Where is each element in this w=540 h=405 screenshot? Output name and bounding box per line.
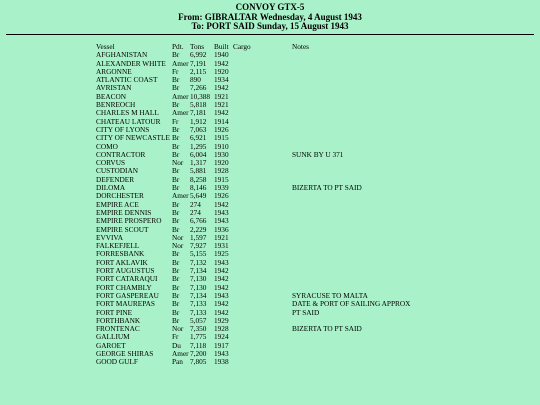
vessel-name: EMPIRE SCOUT xyxy=(96,224,149,234)
vessel-name: FORTHBANK xyxy=(96,315,141,325)
vessel-built: 1942 xyxy=(214,199,229,209)
vessel-name: DORCHESTER xyxy=(96,191,144,201)
vessel-flag: Du xyxy=(172,340,181,350)
vessel-name: EMPIRE ACE xyxy=(96,199,139,209)
vessel-name: CHARLES M HALL xyxy=(96,108,159,118)
vessel-built: 1910 xyxy=(214,141,229,151)
vessel-name: FORT AKLAVIK xyxy=(96,257,148,267)
vessel-name: COMO xyxy=(96,141,118,151)
vessel-flag: Br xyxy=(172,166,180,176)
vessel-built: 1940 xyxy=(214,50,229,60)
vessel-name: GEORGE SHIRAS xyxy=(96,348,154,358)
header-divider xyxy=(6,34,534,35)
vessel-tons: 7,130 xyxy=(190,282,207,292)
vessel-flag: Br xyxy=(172,315,180,325)
vessel-built: 1939 xyxy=(214,183,229,193)
table-row xyxy=(0,84,540,92)
vessel-tons: 890 xyxy=(190,75,201,85)
vessel-name: CORVUS xyxy=(96,158,126,168)
vessel-flag: Br xyxy=(172,83,180,93)
vessel-tons: 2,115 xyxy=(190,66,207,76)
vessel-tons: 8,258 xyxy=(190,174,207,184)
vessel-tons: 274 xyxy=(190,207,201,217)
vessel-notes: BIZERTA TO PT SAID xyxy=(292,324,362,334)
vessel-tons: 5,155 xyxy=(190,249,207,259)
vessel-tons: 274 xyxy=(190,199,201,209)
table-row xyxy=(0,60,540,68)
vessel-tons: 6,992 xyxy=(190,50,207,60)
vessel-tons: 7,132 xyxy=(190,257,207,267)
vessel-flag: Br xyxy=(172,257,180,267)
vessel-tons: 7,133 xyxy=(190,299,207,309)
table-row xyxy=(0,101,540,109)
column-header-tons: Tons xyxy=(190,42,205,51)
vessel-tons: 7,200 xyxy=(190,348,207,358)
vessel-built: 1943 xyxy=(214,216,229,226)
table-row xyxy=(0,259,540,267)
vessel-name: EMPIRE PROSPERO xyxy=(96,216,162,226)
vessel-name: EMPIRE DENNIS xyxy=(96,207,152,217)
vessel-tons: 7,927 xyxy=(190,241,207,251)
vessel-tons: 7,181 xyxy=(190,108,207,118)
vessel-tons: 1,597 xyxy=(190,232,207,242)
vessel-tons: 7,133 xyxy=(190,307,207,317)
vessel-flag: Br xyxy=(172,216,180,226)
vessel-tons: 7,130 xyxy=(190,274,207,284)
vessel-name: FORT MAUREPAS xyxy=(96,299,155,309)
vessel-built: 1942 xyxy=(214,307,229,317)
table-row xyxy=(0,192,540,200)
table-row xyxy=(0,309,540,317)
table-row xyxy=(0,126,540,134)
vessel-built: 1942 xyxy=(214,299,229,309)
vessel-built: 1915 xyxy=(214,174,229,184)
vessel-name: ALEXANDER WHITE xyxy=(96,58,166,68)
vessel-notes: PT SAID xyxy=(292,307,320,317)
vessel-flag: Br xyxy=(172,50,180,60)
table-header-row xyxy=(0,43,540,51)
vessel-built: 1938 xyxy=(214,357,229,367)
vessel-table xyxy=(0,43,540,367)
vessel-built: 1943 xyxy=(214,290,229,300)
vessel-name: CHATEAU LATOUR xyxy=(96,116,161,126)
table-row xyxy=(0,118,540,126)
vessel-built: 1942 xyxy=(214,282,229,292)
table-row xyxy=(0,292,540,300)
vessel-name: ATLANTIC COAST xyxy=(96,75,158,85)
table-row xyxy=(0,109,540,117)
table-row xyxy=(0,325,540,333)
vessel-flag: Br xyxy=(172,124,180,134)
vessel-flag: Br xyxy=(172,149,180,159)
vessel-tons: 7,063 xyxy=(190,124,207,134)
vessel-built: 1928 xyxy=(214,324,229,334)
from-line: From: GIBRALTAR Wednesday, 4 August 1943 xyxy=(178,11,362,22)
vessel-flag: Nor xyxy=(172,324,184,334)
table-row xyxy=(0,76,540,84)
vessel-tons: 6,766 xyxy=(190,216,207,226)
vessel-tons: 7,266 xyxy=(190,83,207,93)
vessel-built: 1936 xyxy=(214,224,229,234)
vessel-name: FORT CATARAQUI xyxy=(96,274,158,284)
to-line: To: PORT SAID Sunday, 15 August 1943 xyxy=(191,21,349,31)
vessel-flag: Br xyxy=(172,133,180,143)
vessel-built: 1942 xyxy=(214,274,229,284)
vessel-built: 1920 xyxy=(214,158,229,168)
vessel-built: 1921 xyxy=(214,91,229,101)
table-row xyxy=(0,300,540,308)
table-row xyxy=(0,201,540,209)
vessel-name: FORT CHAMBLY xyxy=(96,282,152,292)
table-row xyxy=(0,217,540,225)
vessel-tons: 7,134 xyxy=(190,266,207,276)
vessel-built: 1929 xyxy=(214,315,229,325)
vessel-name: ARGONNE xyxy=(96,66,132,76)
page-header xyxy=(0,0,540,32)
vessel-name: FORT GASPEREAU xyxy=(96,290,159,300)
vessel-flag: Amer xyxy=(172,191,189,201)
vessel-built: 1917 xyxy=(214,340,229,350)
vessel-notes: DATE & PORT OF SAILING APPROX xyxy=(292,299,411,309)
vessel-flag: Br xyxy=(172,249,180,259)
vessel-built: 1920 xyxy=(214,66,229,76)
vessel-flag: Br xyxy=(172,199,180,209)
table-row xyxy=(0,184,540,192)
vessel-flag: Br xyxy=(172,307,180,317)
vessel-built: 1914 xyxy=(214,116,229,126)
table-row xyxy=(0,167,540,175)
table-row xyxy=(0,209,540,217)
vessel-built: 1942 xyxy=(214,108,229,118)
vessel-name: GOOD GULF xyxy=(96,357,138,367)
vessel-name: DEFENDER xyxy=(96,174,135,184)
vessel-built: 1942 xyxy=(214,58,229,68)
table-row xyxy=(0,134,540,142)
vessel-name: CITY OF NEWCASTLE xyxy=(96,133,170,143)
table-row xyxy=(0,250,540,258)
vessel-built: 1943 xyxy=(214,257,229,267)
table-row xyxy=(0,342,540,350)
vessel-flag: Br xyxy=(172,207,180,217)
table-row xyxy=(0,226,540,234)
vessel-built: 1942 xyxy=(214,83,229,93)
vessel-tons: 6,004 xyxy=(190,149,207,159)
vessel-flag: Br xyxy=(172,282,180,292)
vessel-name: FORRESBANK xyxy=(96,249,145,259)
vessel-name: BEACON xyxy=(96,91,126,101)
vessel-tons: 2,229 xyxy=(190,224,207,234)
vessel-name: CUSTODIAN xyxy=(96,166,139,176)
vessel-flag: Br xyxy=(172,274,180,284)
vessel-built: 1921 xyxy=(214,100,229,110)
vessel-notes: SYRACUSE TO MALTA xyxy=(292,290,368,300)
vessel-built: 1926 xyxy=(214,191,229,201)
vessel-flag: Br xyxy=(172,299,180,309)
vessel-tons: 7,805 xyxy=(190,357,207,367)
vessel-built: 1921 xyxy=(214,232,229,242)
vessel-name: AVRISTAN xyxy=(96,83,132,93)
vessel-tons: 7,134 xyxy=(190,290,207,300)
table-row xyxy=(0,143,540,151)
vessel-flag: Br xyxy=(172,290,180,300)
vessel-flag: Br xyxy=(172,100,180,110)
vessel-tons: 5,881 xyxy=(190,166,207,176)
vessel-flag: Fr xyxy=(172,332,179,342)
vessel-built: 1925 xyxy=(214,249,229,259)
vessel-built: 1924 xyxy=(214,332,229,342)
vessel-tons: 1,317 xyxy=(190,158,207,168)
vessel-built: 1934 xyxy=(214,75,229,85)
vessel-name: CONTRACTOR xyxy=(96,149,146,159)
table-row xyxy=(0,267,540,275)
vessel-built: 1928 xyxy=(214,166,229,176)
vessel-tons: 7,350 xyxy=(190,324,207,334)
vessel-flag: Fr xyxy=(172,66,179,76)
table-body xyxy=(0,51,540,366)
vessel-name: EVVIVA xyxy=(96,232,124,242)
vessel-built: 1943 xyxy=(214,207,229,217)
vessel-flag: Amer xyxy=(172,91,189,101)
vessel-tons: 6,921 xyxy=(190,133,207,143)
vessel-tons: 8,146 xyxy=(190,183,207,193)
vessel-name: BENREOCH xyxy=(96,100,136,110)
vessel-built: 1942 xyxy=(214,266,229,276)
vessel-notes: BIZERTA TO PT SAID xyxy=(292,183,362,193)
column-header-cargo: Cargo xyxy=(233,42,251,51)
table-row xyxy=(0,317,540,325)
vessel-built: 1931 xyxy=(214,241,229,251)
vessel-flag: Amer xyxy=(172,348,189,358)
table-row xyxy=(0,93,540,101)
vessel-flag: Br xyxy=(172,266,180,276)
column-header-vessel: Vessel xyxy=(96,42,115,51)
vessel-name: CITY OF LYONS xyxy=(96,124,150,134)
column-header-flag: Pdt. xyxy=(172,42,184,51)
vessel-flag: Amer xyxy=(172,108,189,118)
table-row xyxy=(0,358,540,366)
vessel-built: 1930 xyxy=(214,149,229,159)
table-row xyxy=(0,242,540,250)
vessel-name: FORT PINE xyxy=(96,307,133,317)
vessel-name: GALLIUM xyxy=(96,332,130,342)
convoy-title: CONVOY GTX-5 xyxy=(235,2,305,12)
vessel-name: DILOMA xyxy=(96,183,126,193)
table-row xyxy=(0,159,540,167)
vessel-tons: 10,388 xyxy=(190,91,211,101)
table-row xyxy=(0,176,540,184)
vessel-name: GAROET xyxy=(96,340,126,350)
vessel-tons: 5,649 xyxy=(190,191,207,201)
vessel-flag: Br xyxy=(172,224,180,234)
vessel-tons: 7,191 xyxy=(190,58,207,68)
vessel-tons: 7,118 xyxy=(190,340,207,350)
table-row xyxy=(0,151,540,159)
vessel-built: 1943 xyxy=(214,348,229,358)
vessel-tons: 5,057 xyxy=(190,315,207,325)
vessel-notes: SUNK BY U 371 xyxy=(292,149,344,159)
table-row xyxy=(0,51,540,59)
table-row xyxy=(0,275,540,283)
column-header-built: Built xyxy=(214,42,229,51)
vessel-built: 1915 xyxy=(214,133,229,143)
vessel-flag: Pan xyxy=(172,357,183,367)
vessel-tons: 1,775 xyxy=(190,332,207,342)
vessel-flag: Nor xyxy=(172,232,184,242)
table-row xyxy=(0,68,540,76)
vessel-flag: Amer xyxy=(172,58,189,68)
vessel-tons: 1,912 xyxy=(190,116,207,126)
vessel-flag: Br xyxy=(172,75,180,85)
vessel-name: FALKEFJELL xyxy=(96,241,140,251)
vessel-tons: 5,818 xyxy=(190,100,207,110)
vessel-name: FORT AUGUSTUS xyxy=(96,266,155,276)
vessel-built: 1926 xyxy=(214,124,229,134)
table-row xyxy=(0,284,540,292)
column-header-notes: Notes xyxy=(292,42,310,51)
vessel-flag: Br xyxy=(172,174,180,184)
table-row xyxy=(0,234,540,242)
vessel-flag: Nor xyxy=(172,241,184,251)
vessel-name: FRONTENAC xyxy=(96,324,140,334)
vessel-flag: Br xyxy=(172,183,180,193)
vessel-name: AFGHANISTAN xyxy=(96,50,148,60)
vessel-flag: Fr xyxy=(172,116,179,126)
vessel-flag: Br xyxy=(172,141,180,151)
table-row xyxy=(0,350,540,358)
vessel-flag: Nor xyxy=(172,158,184,168)
table-row xyxy=(0,333,540,341)
vessel-tons: 1,295 xyxy=(190,141,207,151)
